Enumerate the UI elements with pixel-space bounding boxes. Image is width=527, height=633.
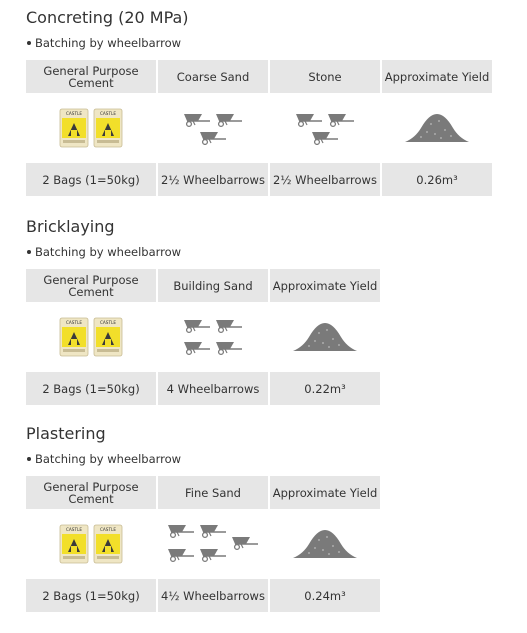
svg-text:CASTLE: CASTLE [66, 111, 82, 116]
value-cement: 2 Bags (1=50kg) [26, 579, 156, 612]
bullet-icon [27, 41, 31, 45]
value-yield: 0.22m³ [270, 372, 380, 405]
pile-icon [270, 511, 380, 577]
section-subtitle: Batching by wheelbarrow [26, 245, 382, 259]
wheelbarrow-icon [200, 525, 226, 537]
wheelbarrow-icon [184, 320, 210, 332]
header-cement: General Purpose Cement [26, 60, 156, 93]
wheelbarrow-icon [328, 114, 354, 126]
wheelbarrow-icon [200, 132, 226, 144]
wheelbarrow-icon [184, 114, 210, 126]
svg-text:CASTLE: CASTLE [66, 527, 82, 532]
mix-table [24, 474, 382, 614]
header-coarse-sand: Coarse Sand [158, 60, 268, 93]
wheelbarrow-icon [200, 549, 226, 561]
header-cement: General Purpose Cement [26, 269, 156, 302]
section-subtitle: Batching by wheelbarrow [26, 36, 494, 50]
value-cement: 2 Bags (1=50kg) [26, 372, 156, 405]
cement-bags-image [26, 304, 156, 370]
bullet-icon [27, 250, 31, 254]
bullet-icon [27, 457, 31, 461]
wheelbarrow-icon [168, 525, 194, 537]
cement-bags-image [26, 95, 156, 161]
wheelbarrow-icons [158, 95, 268, 161]
wheelbarrow-icon [216, 320, 242, 332]
header-yield: Approximate Yield [270, 476, 380, 509]
pile-icon [382, 95, 492, 161]
value-cement: 2 Bags (1=50kg) [26, 163, 156, 196]
value-stone: 2½ Wheelbarrows [270, 163, 380, 196]
section-title: Bricklaying [26, 217, 115, 236]
wheelbarrow-icon [296, 114, 322, 126]
wheelbarrow-icon [184, 342, 210, 354]
value-fine-sand: 4½ Wheelbarrows [158, 579, 268, 612]
value-yield: 0.26m³ [382, 163, 492, 196]
value-yield: 0.24m³ [270, 579, 380, 612]
section-title: Plastering [26, 424, 106, 443]
section-plastering [26, 424, 382, 614]
header-building-sand: Building Sand [158, 269, 268, 302]
section-title: Concreting (20 MPa) [26, 8, 189, 27]
wheelbarrow-icon [216, 342, 242, 354]
svg-text:CASTLE: CASTLE [66, 320, 82, 325]
mix-table [24, 58, 494, 198]
value-building-sand: 4 Wheelbarrows [158, 372, 268, 405]
header-stone: Stone [270, 60, 380, 93]
svg-text:CASTLE: CASTLE [100, 111, 116, 116]
header-yield: Approximate Yield [382, 60, 492, 93]
value-coarse-sand: 2½ Wheelbarrows [158, 163, 268, 196]
wheelbarrow-icon [216, 114, 242, 126]
wheelbarrow-icon [232, 537, 258, 549]
svg-text:CASTLE: CASTLE [100, 527, 116, 532]
header-fine-sand: Fine Sand [158, 476, 268, 509]
wheelbarrow-icons [270, 95, 380, 161]
mix-table [24, 267, 382, 407]
section-bricklaying [26, 217, 382, 407]
header-yield: Approximate Yield [270, 269, 380, 302]
svg-text:CASTLE: CASTLE [100, 320, 116, 325]
wheelbarrow-icon [168, 549, 194, 561]
wheelbarrow-icons [158, 304, 268, 370]
section-subtitle: Batching by wheelbarrow [26, 452, 382, 466]
wheelbarrow-icons [158, 511, 268, 577]
header-cement: General Purpose Cement [26, 476, 156, 509]
cement-bags-image [26, 511, 156, 577]
wheelbarrow-icon [312, 132, 338, 144]
pile-icon [270, 304, 380, 370]
section-concreting [26, 8, 494, 198]
